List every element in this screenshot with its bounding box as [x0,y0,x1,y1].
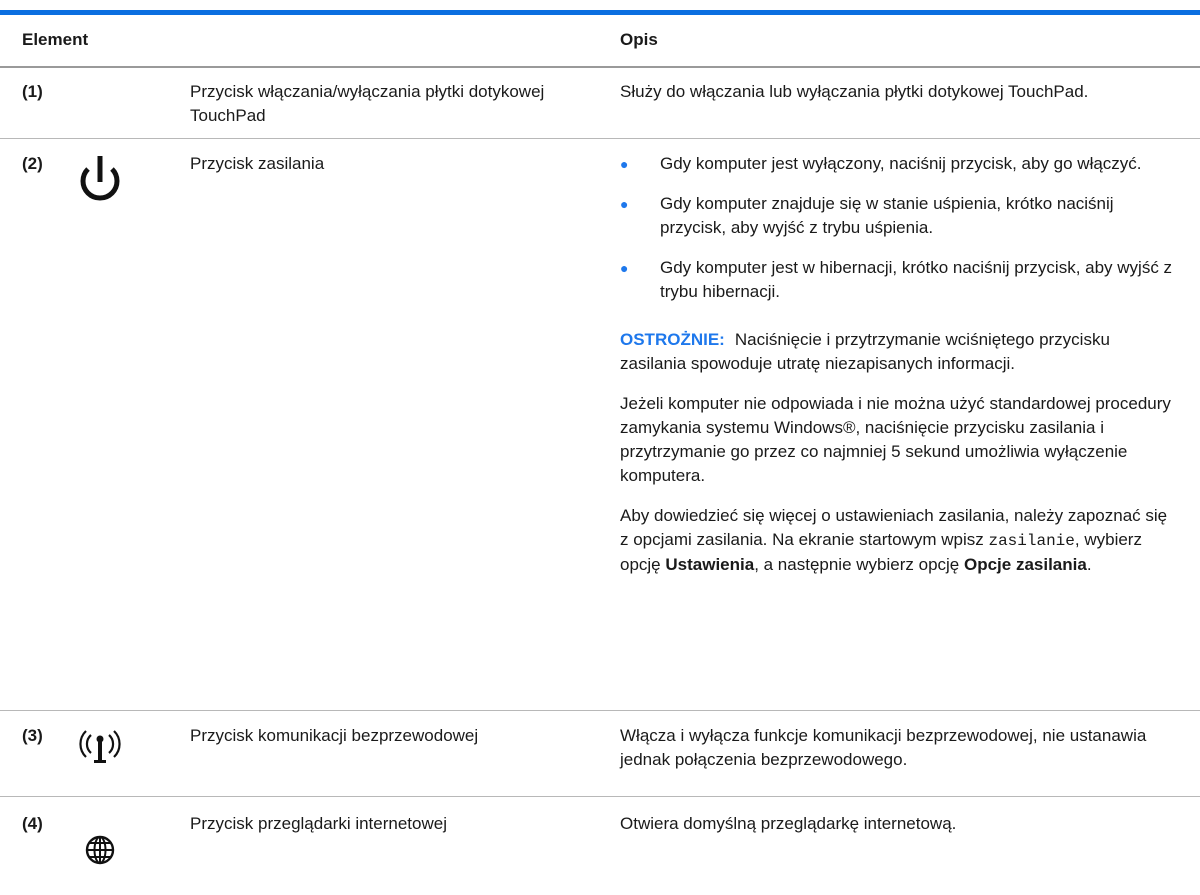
code-text: zasilanie [988,532,1075,550]
header-description: Opis [620,30,658,49]
component-description [620,152,1180,577]
component-name: Przycisk przeglądarki internetowej [190,814,447,833]
header-element: Element [22,30,89,49]
component-name: Przycisk włączania/wyłączania płytki dotykowej TouchPad [190,82,545,125]
list-item: ● Gdy komputer znajduje się w stanie uśpienia, krótko naciśnij przycisk, aby wyjść z trybu uśpienia. [620,194,1114,237]
row-number: (1) [22,82,43,101]
list-item: ● Gdy komputer jest w hibernacji, krótko naciśnij przycisk, aby wyjść z trybu hibernacji. [620,258,1173,301]
component-description: Otwiera domyślną przeglądarkę internetową. [620,814,957,833]
wireless-icon [70,725,130,769]
component-description: Służy do włączania lub wyłączania płytki dotykowej TouchPad. [620,82,1089,101]
globe-icon [70,832,130,868]
bullet-icon: ● [620,260,629,276]
power-icon [70,150,130,210]
row-number: (2) [22,154,43,173]
row-number: (3) [22,726,43,745]
top-accent-bar [0,10,1200,15]
header-divider [0,66,1200,68]
paragraph: Aby dowiedzieć się więcej o ustawieniach zasilania, należy zapoznać się z opcjami zasilania. Na ekranie startowym wpisz zasilanie, wybierz opcję Ustawienia, a następnie wybierz opcję Opcje zasilania. [620,506,1168,574]
row-divider [0,710,1200,711]
paragraph: Jeżeli komputer nie odpowiada i nie można użyć standardowej procedury zamykania systemu Windows®, naciśnięcie przycisku zasilania i przytrzymanie go przez co najmniej 5 sekund umożliwia wyłączenie komputera. [620,394,1171,485]
component-description: Włącza i wyłącza funkcje komunikacji bezprzewodowej, nie ustanawia jednak połączenia bezprzewodowego. [620,726,1147,769]
caution-note: OSTROŻNIE: Naciśnięcie i przytrzymanie wciśniętego przycisku zasilania spowoduje utratę niezapisanych informacji. [620,330,1110,373]
component-name: Przycisk zasilania [190,154,325,173]
row-number: (4) [22,814,43,833]
caution-label: OSTROŻNIE: [620,330,725,349]
row-divider [0,796,1200,797]
bullet-icon: ● [620,156,629,172]
component-name: Przycisk komunikacji bezprzewodowej [190,726,479,745]
row-divider [0,138,1200,139]
list-item: ● Gdy komputer jest wyłączony, naciśnij przycisk, aby go włączyć. [620,152,1180,176]
bullet-icon: ● [620,196,629,212]
